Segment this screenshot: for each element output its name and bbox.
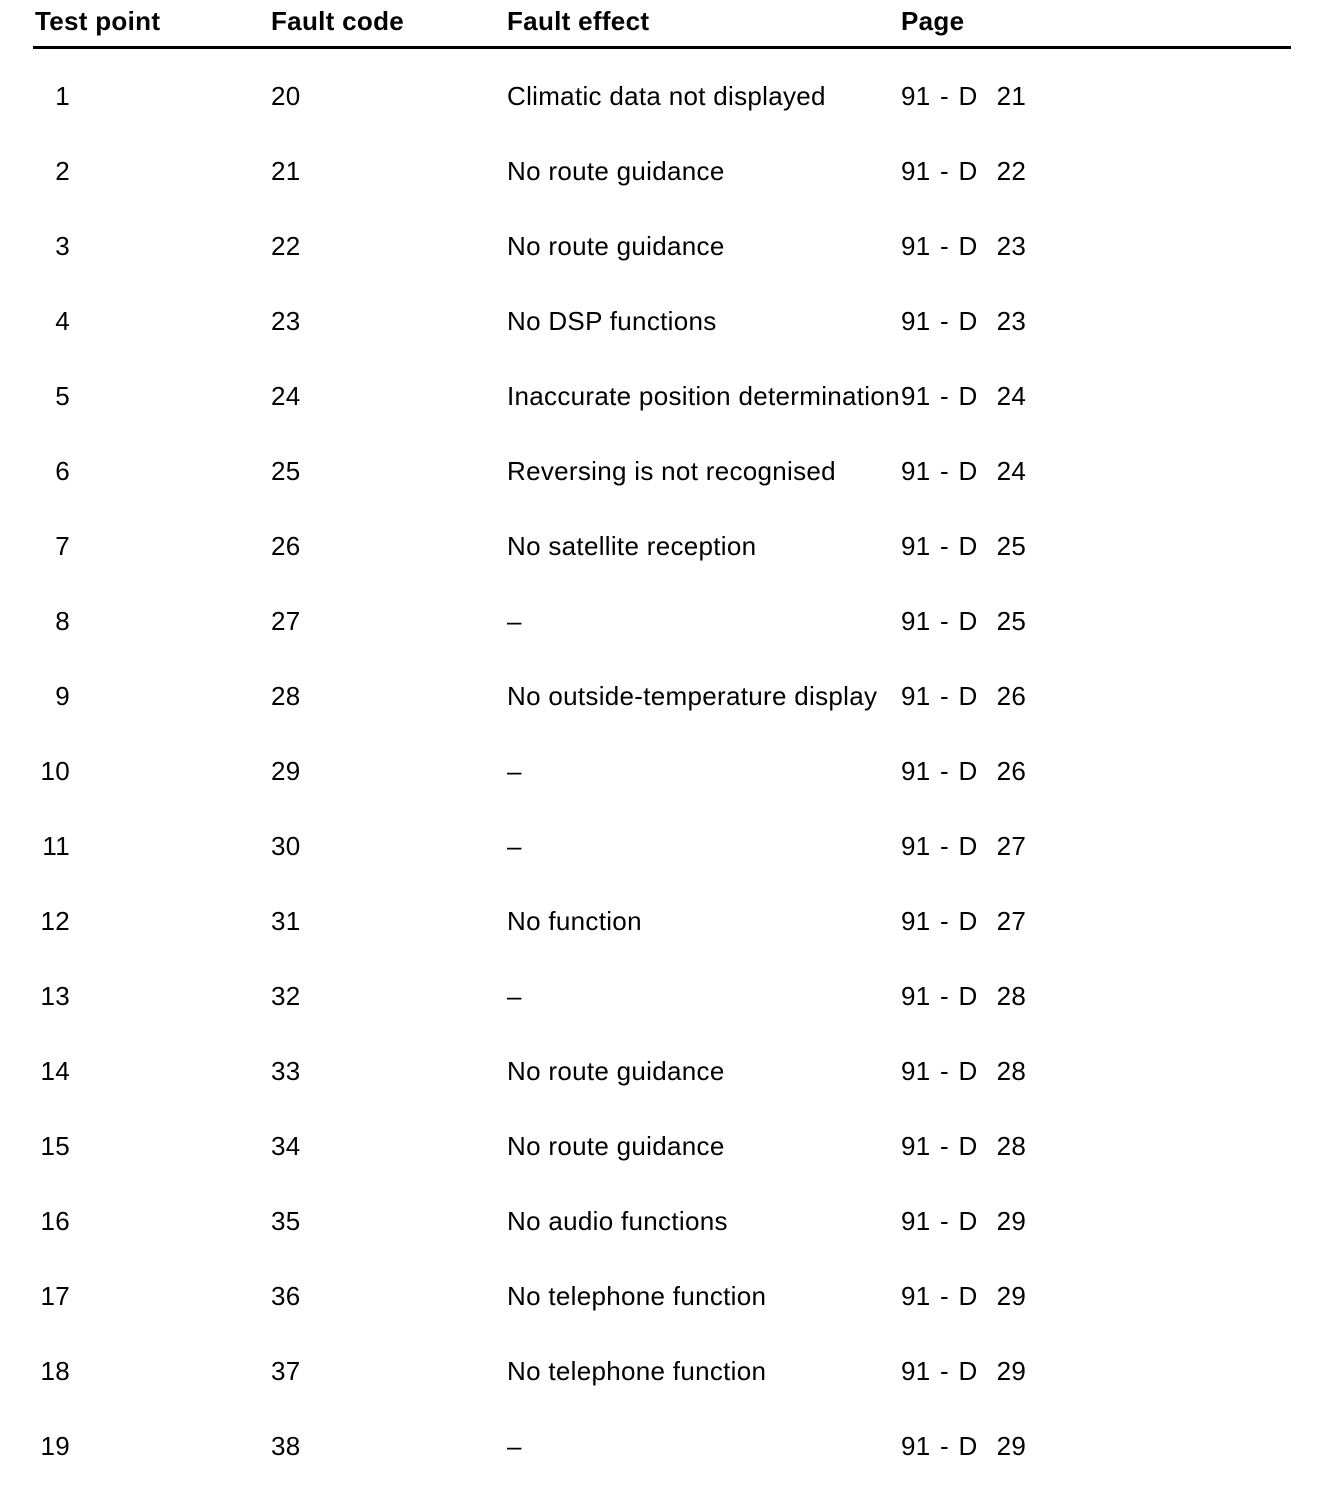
fault-effect-cell: No DSP functions [507,306,717,336]
fault-code-cell: 24 [271,381,301,411]
header-divider [33,46,1291,49]
test-point-cell: 14 [40,1056,70,1086]
fault-code-cell: 26 [271,531,301,561]
test-point-cell: 10 [40,756,70,786]
table-row [0,1350,1328,1425]
page-reference-cell: 91 - D 21 [901,81,1027,111]
fault-effect-cell: No route guidance [507,231,725,261]
test-point-cell: 9 [55,681,70,711]
fault-effect-cell: No route guidance [507,1131,725,1161]
test-point-cell: 19 [40,1431,70,1461]
table-header [0,0,1328,48]
fault-code-cell: 21 [271,156,301,186]
page-reference-cell: 91 - D 29 [901,1356,1027,1386]
fault-effect-cell: No satellite reception [507,531,757,561]
fault-effect-cell: – [507,831,522,861]
page-reference-cell: 91 - D 29 [901,1206,1027,1236]
test-point-cell: 12 [40,906,70,936]
page-reference-cell: 91 - D 26 [901,756,1027,786]
test-point-cell: 3 [55,231,70,261]
test-point-cell: 4 [55,306,70,336]
test-point-cell: 18 [40,1356,70,1386]
table-row [0,900,1328,975]
fault-code-cell: 32 [271,981,301,1011]
fault-code-cell: 28 [271,681,301,711]
fault-code-cell: 23 [271,306,301,336]
table-row [0,1125,1328,1200]
page-reference-cell: 91 - D 22 [901,156,1027,186]
table-row [0,1425,1328,1500]
fault-code-cell: 35 [271,1206,301,1236]
fault-effect-cell: Inaccurate position determination [507,381,900,411]
table-row [0,525,1328,600]
table-body [0,75,1328,1500]
table-row [0,825,1328,900]
page-reference-cell: 91 - D 29 [901,1431,1027,1461]
fault-code-cell: 25 [271,456,301,486]
header-fault-effect: Fault effect [507,6,650,36]
fault-effect-cell: No outside-temperature display [507,681,878,711]
test-point-cell: 6 [55,456,70,486]
fault-effect-cell: – [507,1431,522,1461]
fault-effect-cell: No route guidance [507,156,725,186]
fault-code-cell: 27 [271,606,301,636]
page-reference-cell: 91 - D 27 [901,831,1027,861]
page-reference-cell: 91 - D 27 [901,906,1027,936]
fault-effect-cell: – [507,981,522,1011]
page-reference-cell: 91 - D 28 [901,1131,1027,1161]
test-point-cell: 1 [55,81,70,111]
table-row [0,750,1328,825]
fault-effect-cell: No function [507,906,642,936]
table-row [0,975,1328,1050]
fault-code-cell: 20 [271,81,301,111]
table-row [0,600,1328,675]
fault-effect-cell: No telephone function [507,1356,767,1386]
test-point-cell: 13 [40,981,70,1011]
table-row [0,225,1328,300]
table-row [0,300,1328,375]
test-point-cell: 2 [55,156,70,186]
fault-code-cell: 29 [271,756,301,786]
fault-code-cell: 37 [271,1356,301,1386]
fault-effect-cell: No audio functions [507,1206,728,1236]
fault-code-cell: 38 [271,1431,301,1461]
fault-effect-cell: No route guidance [507,1056,725,1086]
page-reference-cell: 91 - D 26 [901,681,1027,711]
test-point-cell: 11 [42,831,70,861]
page-reference-cell: 91 - D 25 [901,531,1027,561]
fault-effect-cell: Climatic data not displayed [507,81,826,111]
fault-code-cell: 33 [271,1056,301,1086]
page-reference-cell: 91 - D 23 [901,306,1027,336]
fault-code-cell: 22 [271,231,301,261]
header-test-point: Test point [35,6,161,36]
page-reference-cell: 91 - D 28 [901,981,1027,1011]
table-row [0,1050,1328,1125]
table-row [0,375,1328,450]
test-point-cell: 15 [40,1131,70,1161]
test-point-cell: 17 [40,1281,70,1311]
fault-code-cell: 34 [271,1131,301,1161]
table-row [0,150,1328,225]
test-point-cell: 8 [55,606,70,636]
header-page: Page [901,6,965,36]
fault-effect-cell: Reversing is not recognised [507,456,836,486]
page-reference-cell: 91 - D 25 [901,606,1027,636]
test-point-cell: 7 [55,531,70,561]
table-row [0,675,1328,750]
page-reference-cell: 91 - D 29 [901,1281,1027,1311]
test-point-cell: 5 [55,381,70,411]
fault-effect-cell: – [507,756,522,786]
table-row [0,75,1328,150]
table-row [0,450,1328,525]
header-fault-code: Fault code [271,6,405,36]
table-row [0,1275,1328,1350]
fault-effect-cell: – [507,606,522,636]
fault-effect-cell: No telephone function [507,1281,767,1311]
page-reference-cell: 91 - D 23 [901,231,1027,261]
page-reference-cell: 91 - D 28 [901,1056,1027,1086]
table-row [0,1200,1328,1275]
fault-code-cell: 30 [271,831,301,861]
page-reference-cell: 91 - D 24 [901,381,1027,411]
test-point-cell: 16 [40,1206,70,1236]
fault-code-cell: 31 [271,906,301,936]
page-reference-cell: 91 - D 24 [901,456,1027,486]
fault-code-cell: 36 [271,1281,301,1311]
